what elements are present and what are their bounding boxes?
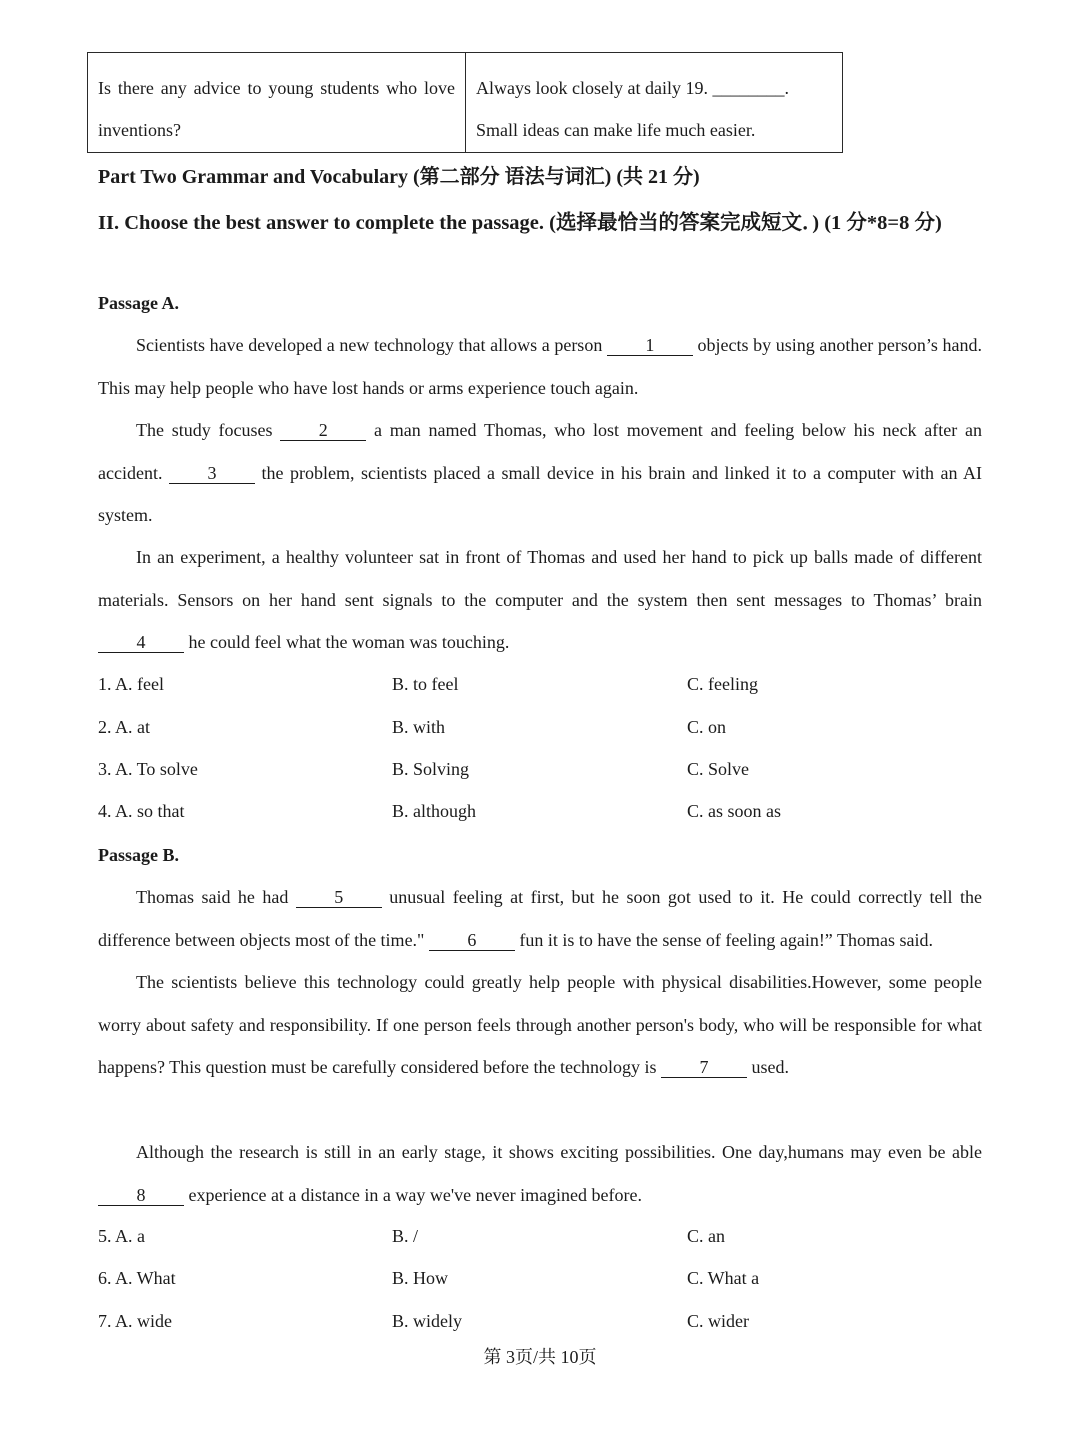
text-segment: a man named Thomas, who lost movement and feeling below his neck after an accident. [98, 420, 982, 483]
text-segment: the problem, scientists placed a small device in his brain and linked it to a computer with an AI system. [98, 462, 983, 525]
answer-line-2: Small ideas can make life much easier. [476, 120, 756, 140]
option-4c[interactable]: C. as soon as [687, 801, 781, 821]
blank-1[interactable]: 1 [607, 335, 693, 356]
table-answer-cell [466, 53, 842, 152]
option-6b[interactable]: B. How [392, 1268, 449, 1288]
passage-b-paragraph-1 [98, 876, 982, 961]
answer-line-19: Always look closely at daily 19. ________. [476, 78, 789, 98]
option-5c[interactable]: C. an [687, 1226, 725, 1246]
text-segment: he could feel what the woman was touching. [184, 632, 510, 652]
text-segment: In an experiment, a healthy volunteer sat in front of Thomas and used her hand to pick up balls made of different materials. Sensors on her hand sent signals to the computer and the system then sent messages to Thomas’ brain [98, 547, 982, 610]
option-2a[interactable]: 2. A. at [98, 717, 150, 737]
passage-a-label: Passage A. [98, 293, 179, 313]
passage-b-paragraph-3 [98, 1131, 982, 1216]
text-segment: Although the research is still in an early stage, it shows exciting possibilities. One day,humans may even be able [136, 1142, 982, 1162]
passage-b-paragraph-2 [98, 961, 982, 1089]
table-question-cell: Is there any advice to young students who love inventions? [88, 53, 466, 152]
blank-4[interactable]: 4 [98, 632, 184, 653]
option-7b[interactable]: B. widely [392, 1311, 462, 1331]
option-1a[interactable]: 1. A. feel [98, 674, 164, 694]
text-segment: objects by using another person’s hand. This may help people who have lost hands or arms experience touch again. [98, 335, 982, 398]
passage-a-paragraph-2 [98, 409, 982, 537]
advice-table [87, 52, 843, 153]
option-5a[interactable]: 5. A. a [98, 1226, 145, 1246]
text-segment: fun it is to have the sense of feeling again!” Thomas said. [514, 929, 933, 950]
option-3b[interactable]: B. Solving [392, 759, 470, 779]
text-segment: unusual feeling at first, but he soon got used to it. He could correctly tell the difference between objects most of the time." [98, 887, 982, 950]
option-4a[interactable]: 4. A. so that [98, 801, 185, 821]
text-segment: Thomas said he had [136, 887, 296, 907]
text-segment: used. [747, 1057, 790, 1077]
blank-6[interactable]: 6 [429, 930, 515, 951]
option-1c[interactable]: C. feeling [687, 674, 758, 694]
option-4b[interactable]: B. although [392, 801, 476, 821]
option-7c[interactable]: C. wider [687, 1311, 749, 1331]
page-number-footer: 第 3页/共 10页 [483, 1347, 597, 1367]
option-2b[interactable]: B. with [392, 717, 446, 737]
blank-5[interactable]: 5 [296, 887, 382, 908]
blank-8[interactable]: 8 [98, 1185, 184, 1206]
passage-a-paragraph-1 [98, 324, 982, 409]
option-6a[interactable]: 6. A. What [98, 1268, 176, 1288]
part-two-heading: Part Two Grammar and Vocabulary (第二部分 语法与词汇) (共 21 分) [98, 166, 700, 188]
option-1b[interactable]: B. to feel [392, 674, 459, 694]
passage-b-label: Passage B. [98, 845, 179, 865]
text-segment: Scientists have developed a new technology that allows a person [136, 335, 607, 355]
option-6c[interactable]: C. What a [687, 1268, 760, 1288]
option-3c[interactable]: C. Solve [687, 759, 750, 779]
blank-2[interactable]: 2 [280, 420, 366, 441]
section-two-instruction: II. Choose the best answer to complete the passage. (选择最恰当的答案完成短文．) (1 分*8=8 分) [98, 212, 942, 234]
option-5b[interactable]: B. / [392, 1226, 419, 1246]
option-7a[interactable]: 7. A. wide [98, 1311, 172, 1331]
blank-7[interactable]: 7 [661, 1057, 747, 1078]
text-segment: The scientists believe this technology could greatly help people with physical disabilities.However, some people worry about safety and responsibility. If one person feels through another person's body, who will be responsible for what happens? This question must be carefully considered before the technology is [98, 972, 982, 1077]
option-2c[interactable]: C. on [687, 717, 727, 737]
option-3a[interactable]: 3. A. To solve [98, 759, 198, 779]
text-segment: The study focuses [136, 420, 281, 440]
text-segment: experience at a distance in a way we've never imagined before. [184, 1184, 643, 1205]
blank-3[interactable]: 3 [169, 463, 255, 484]
passage-a-paragraph-3 [98, 536, 982, 664]
